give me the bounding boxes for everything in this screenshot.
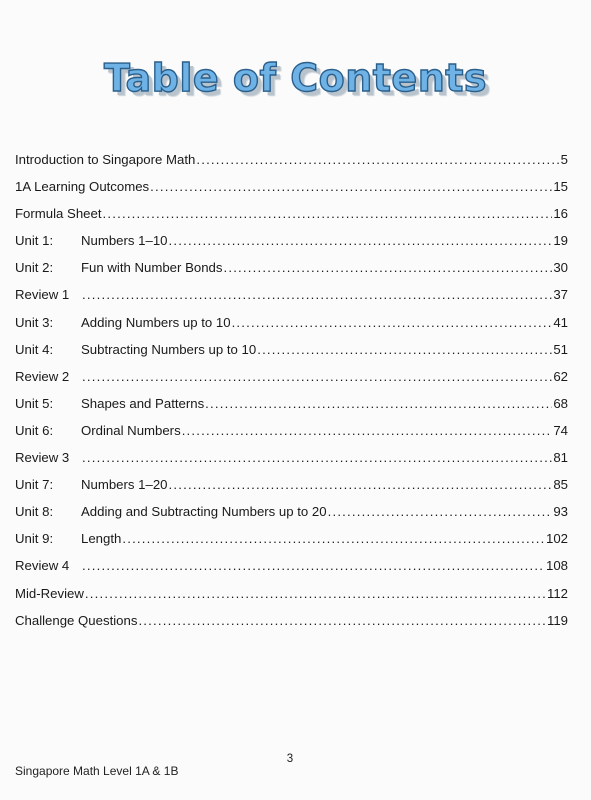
toc-entry-page: 37 xyxy=(553,287,568,303)
toc-entry-unit: Review 2 xyxy=(15,368,70,384)
footer-text: Singapore Math Level 1A & 1B xyxy=(15,764,179,778)
toc-entry-page: 74 xyxy=(553,422,568,438)
toc-entry xyxy=(15,260,568,287)
toc-entry-unit: Unit 7: xyxy=(15,477,54,493)
toc-entry-page: 68 xyxy=(553,395,568,411)
toc-entry-page: 5 xyxy=(560,152,568,167)
toc-entry-unit: Unit 2: xyxy=(15,260,54,276)
toc-entry xyxy=(15,152,568,179)
dot-leader xyxy=(85,586,546,601)
toc-entry-title: Adding Numbers up to 10 xyxy=(81,314,231,330)
toc-entry-page: 112 xyxy=(546,585,568,601)
toc-entry xyxy=(15,233,568,260)
toc-entry-unit: Unit 6: xyxy=(15,422,54,438)
toc-entry-page: 19 xyxy=(553,233,568,249)
toc-entry-page: 62 xyxy=(553,368,568,384)
toc-entry-page: 41 xyxy=(553,314,568,330)
toc-entry-title: Adding and Subtracting Numbers up to 20 xyxy=(81,504,327,520)
toc-entry-unit: Unit 8: xyxy=(15,504,54,520)
dot-leader xyxy=(138,613,546,628)
toc-entry-title: Length xyxy=(81,531,122,547)
toc-entry-title: Subtracting Numbers up to 10 xyxy=(81,341,257,357)
dot-leader xyxy=(232,315,553,330)
toc-entry xyxy=(15,206,568,233)
toc-entry xyxy=(15,558,568,585)
toc-entry-page: 16 xyxy=(553,206,568,222)
toc-entry-page: 93 xyxy=(553,504,568,520)
toc-entry-unit: Unit 4: xyxy=(15,341,54,357)
toc-entry xyxy=(15,179,568,206)
toc-entry-title: 1A Learning Outcomes xyxy=(15,179,150,195)
toc-entry-page: 119 xyxy=(546,612,568,628)
toc-entry xyxy=(15,396,568,423)
dot-leader xyxy=(82,450,552,465)
dot-leader xyxy=(169,477,553,492)
toc-entry-page: 108 xyxy=(545,558,568,574)
toc-entry-page: 51 xyxy=(553,341,568,357)
toc-entry xyxy=(15,423,568,450)
toc-entry xyxy=(15,504,568,531)
toc-entry xyxy=(15,613,568,640)
toc-entry xyxy=(15,477,568,504)
toc-entry-unit: Review 3 xyxy=(15,450,70,466)
toc-entry-unit: Unit 5: xyxy=(15,395,54,411)
toc-entry-title: Introduction to Singapore Math xyxy=(15,152,196,167)
dot-leader xyxy=(82,287,552,302)
toc-entry-unit: Review 4 xyxy=(15,558,70,574)
dot-leader xyxy=(205,396,552,411)
toc-entry-unit: Unit 9: xyxy=(15,531,54,547)
toc-entry xyxy=(15,342,568,369)
dot-leader xyxy=(122,531,545,546)
toc-entry-page: 81 xyxy=(553,450,568,466)
toc-entry-page: 102 xyxy=(545,531,568,547)
page-title: Table of Contents xyxy=(103,56,488,100)
toc-entry xyxy=(15,287,568,314)
dot-leader xyxy=(223,260,552,275)
toc-entry-unit: Review 1 xyxy=(15,287,70,303)
dot-leader xyxy=(196,152,559,167)
toc-entry-title: Fun with Number Bonds xyxy=(81,260,223,276)
toc-entry xyxy=(15,531,568,558)
toc-entry-title: Challenge Questions xyxy=(15,612,138,628)
toc-entry-title: Numbers 1–20 xyxy=(81,477,168,493)
dot-leader xyxy=(82,369,552,384)
toc-entry xyxy=(15,586,568,613)
dot-leader xyxy=(328,504,553,519)
toc-entry xyxy=(15,450,568,477)
dot-leader xyxy=(103,206,553,221)
dot-leader xyxy=(82,558,545,573)
toc-entry-title: Numbers 1–10 xyxy=(81,233,168,249)
dot-leader xyxy=(169,233,553,248)
dot-leader xyxy=(150,179,552,194)
toc-entry-page: 85 xyxy=(553,477,568,493)
page-number: 3 xyxy=(286,753,294,765)
toc-entry-title: Ordinal Numbers xyxy=(81,422,181,438)
toc-entry-page: 15 xyxy=(553,179,568,195)
dot-leader xyxy=(182,423,553,438)
toc-entry-title: Shapes and Patterns xyxy=(81,395,205,411)
toc-entry-unit: Unit 1: xyxy=(15,233,54,249)
toc-entry-title: Formula Sheet xyxy=(15,206,102,222)
table-of-contents xyxy=(15,152,568,640)
toc-entry-page: 30 xyxy=(553,260,568,276)
toc-entry-unit: Unit 3: xyxy=(15,314,54,330)
toc-entry xyxy=(15,369,568,396)
dot-leader xyxy=(257,342,552,357)
toc-entry xyxy=(15,315,568,342)
toc-entry-title: Mid-Review xyxy=(15,585,84,601)
